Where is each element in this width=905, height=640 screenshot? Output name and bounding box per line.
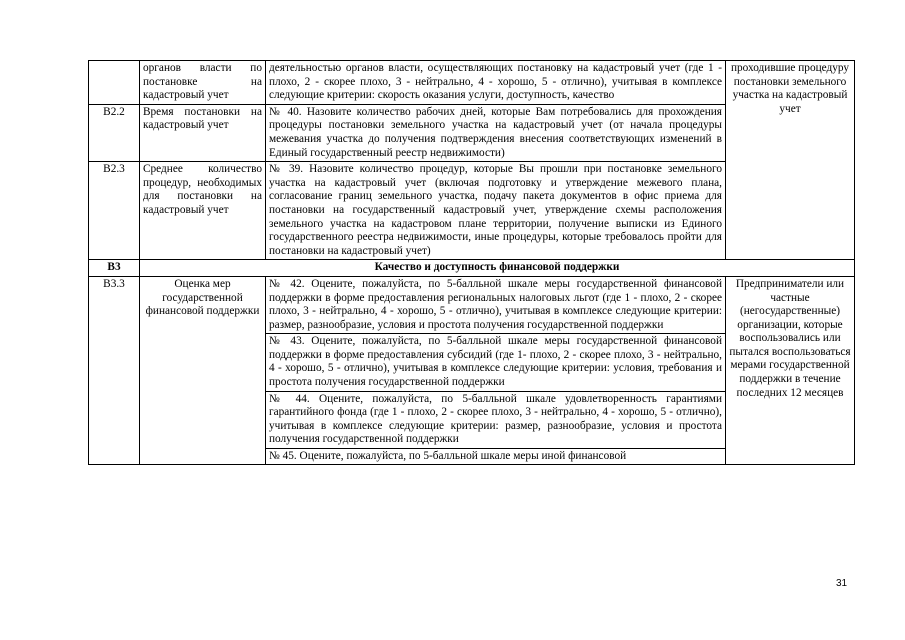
page-number: 31	[836, 578, 848, 589]
question-text: № 45. Оцените, пожалуйста, по 5-балльной шкале меры иной финансовой	[266, 449, 726, 465]
indicator-name: органов власти по постановке на кадастровый учет	[140, 61, 266, 105]
table-row	[89, 61, 855, 105]
section-row	[89, 260, 855, 277]
indicator-name: Оценка мер государственной финансовой поддержки	[140, 276, 266, 464]
section-code: В3	[89, 260, 140, 277]
row-code: В2.2	[89, 104, 140, 161]
question-text: № 40. Назовите количество рабочих дней, которые Вам потребовались для прохождения процедуры постановки земельного участка на кадастровый учет (от начала процедуры межевания участка до получения подтверждения внесения соответствующих изменений в Единый государственный реестр недвижимости)	[266, 104, 726, 161]
row-code: В3.3	[89, 276, 140, 464]
respondents-cell: Предприниматели или частные (негосударственные) организации, которые воспользовались или пытался воспользоваться мерами государственной поддержки в течение последних 12 месяцев	[726, 276, 855, 464]
question-text: № 42. Оцените, пожалуйста, по 5-балльной шкале меры государственной финансовой поддержки в форме предоставления региональных налоговых льгот (где 1 - плохо, 2 - скорее плохо, 3 - нейтрально, 4 - хорошо, 5 - отлично), учитывая в комплексе следующие критерии: размер, разнообразие, условия и простота получения государственной поддержки	[266, 276, 726, 333]
section-title: Качество и доступность финансовой поддержки	[140, 260, 855, 277]
row-code: В2.3	[89, 162, 140, 260]
table-row	[89, 276, 855, 333]
question-text: № 43. Оцените, пожалуйста, по 5-балльной шкале меры государственной финансовой поддержки в форме предоставления субсидий (где 1- плохо, 2 - скорее плохо, 3 - нейтрально, 4 - хорошо, 5 - отлично), учитывая в комплексе следующие критерии: условия, требования и простота получения государственной поддержки	[266, 334, 726, 391]
question-text: № 44. Оцените, пожалуйста, по 5-балльной шкале удовлетворенность гарантиями гарантийного фонда (где 1 - плохо, 2 - скорее плохо, 3 - нейтрально, 4 - хорошо, 5 - отлично), учитывая в комплексе следующие критерии: размер, разнообразие, условия и простота получения государственной поддержки	[266, 391, 726, 448]
indicators-table	[88, 60, 855, 465]
row-code	[89, 61, 140, 105]
question-text: деятельностью органов власти, осуществляющих постановку на кадастровый учет (где 1 - плохо, 2 - скорее плохо, 3 - нейтрально, 4 - хорошо, 5 - отлично), учитывая в комплексе следующие критерии: скорость оказания услуги, доступность, качество	[266, 61, 726, 105]
indicator-name: Среднее количество процедур, необходимых для постановки на кадастровый учет	[140, 162, 266, 260]
indicator-name: Время постановки на кадастровый учет	[140, 104, 266, 161]
question-text: № 39. Назовите количество процедур, которые Вы прошли при постановке земельного участка на кадастровый учет (включая подготовку и утверждение межевого плана, согласование границ земельного участка, подачу пакета документов в офис приема для постановки на государственный кадастровый учет, утверждение схемы расположения земельного участка на кадастровом плане территории, получение выписки из Единого государственного реестра недвижимости, иные процедуры, которые требовалось пройти для постановки на кадастровый учет)	[266, 162, 726, 260]
respondents-cell: проходившие процедуру постановки земельного участка на кадастровый учет	[726, 61, 855, 260]
